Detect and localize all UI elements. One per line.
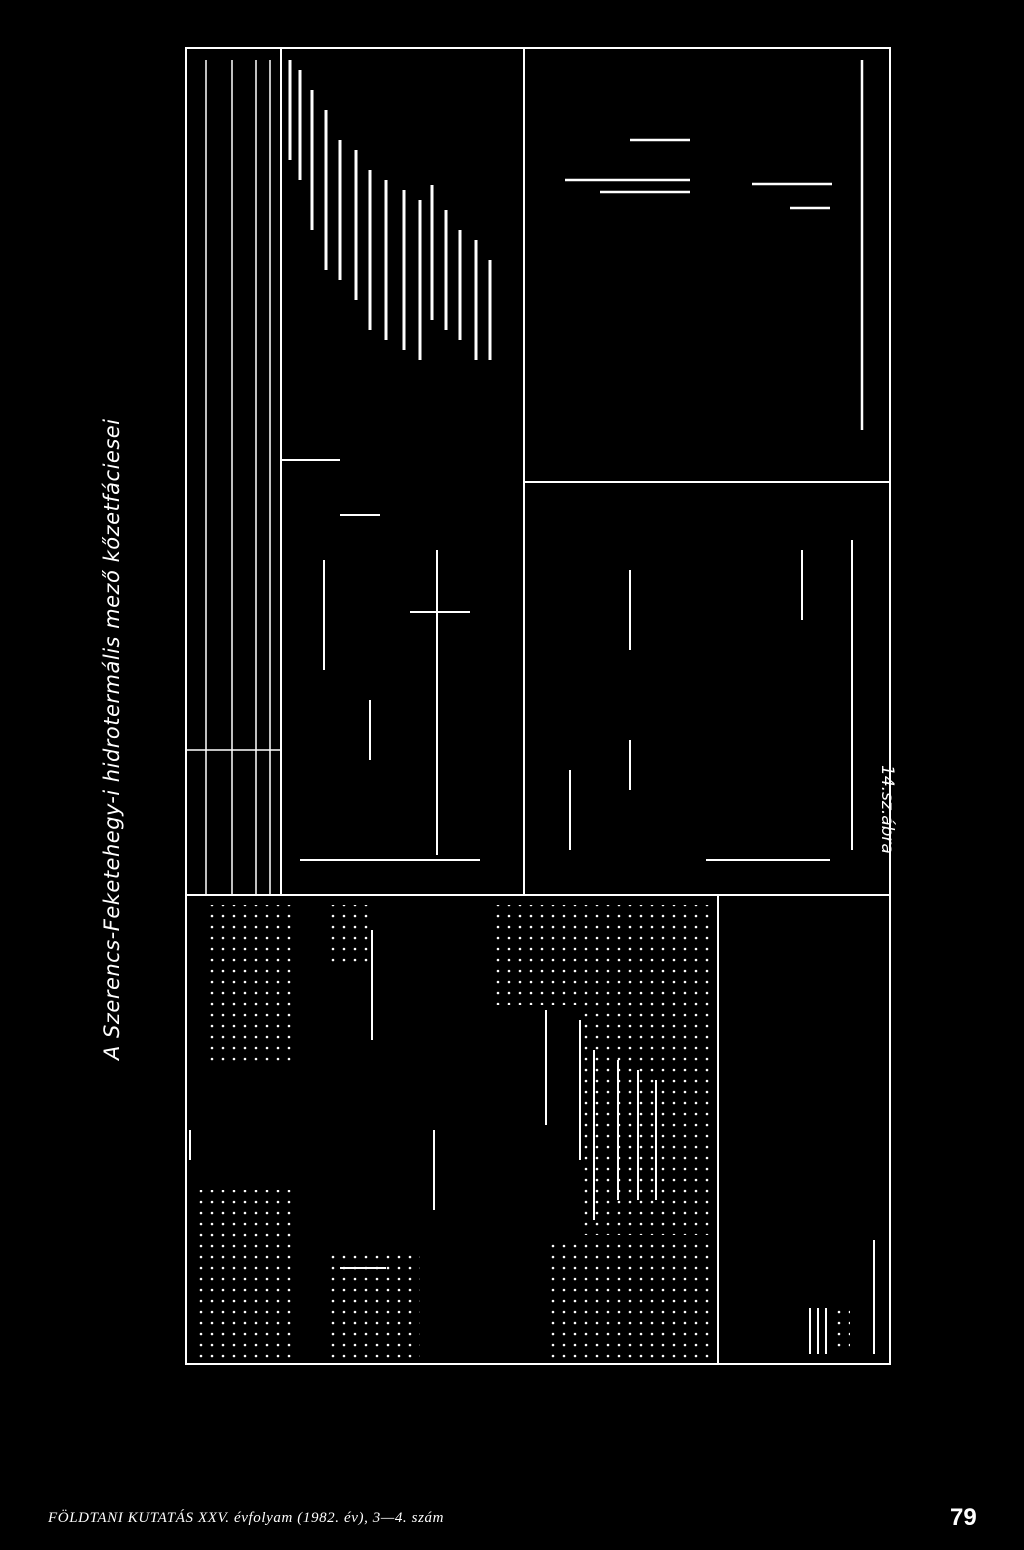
upper-right-dashes [565, 60, 862, 430]
outer-frame [186, 48, 890, 1364]
middle-strokes [281, 460, 852, 860]
page-number: 79 [950, 1504, 977, 1531]
figure-caption: 14.sz.ábra [877, 765, 897, 854]
figure-title: A Szerencs-Feketehegy-i hidrotermális mező kőzetfáciesei [100, 418, 124, 1060]
staircase-strokes [290, 60, 490, 360]
stripe-lines [186, 60, 281, 895]
dotted-facies [196, 905, 850, 1360]
journal-footer: FÖLDTANI KUTATÁS XXV. évfolyam (1982. év), 3—4. szám [48, 1510, 445, 1526]
